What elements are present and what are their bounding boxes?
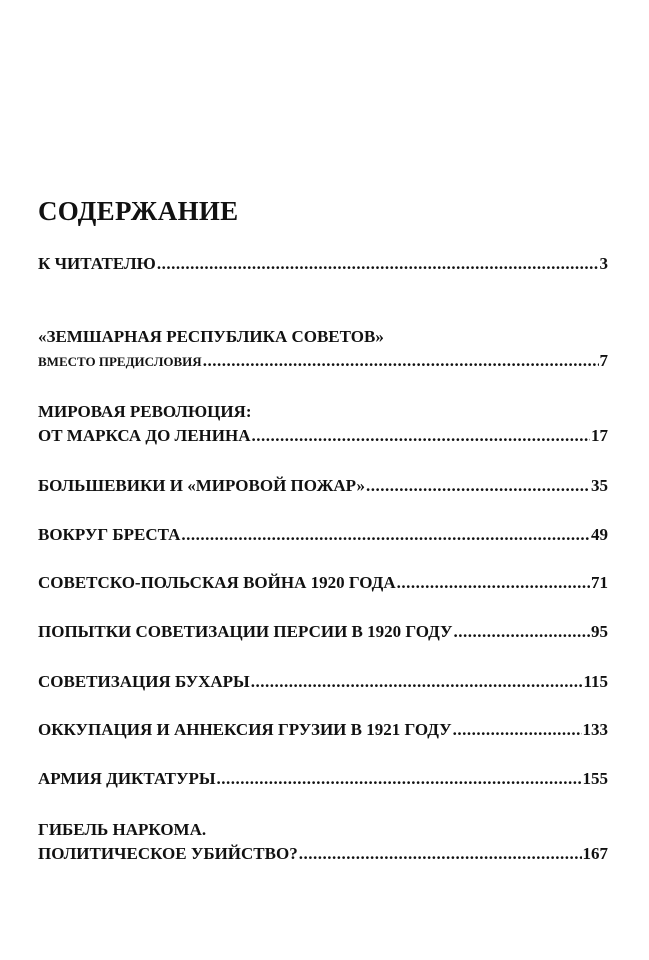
toc-page-number: 115 (583, 672, 608, 691)
toc-line (38, 842, 608, 866)
toc-entry-persia (38, 620, 608, 644)
toc-entry-to-reader (38, 252, 608, 276)
toc-page-number: 95 (591, 622, 608, 641)
toc-page-number: 71 (591, 573, 608, 592)
toc-entry-commissar (38, 818, 608, 866)
toc-entry-title: ПОПЫТКИ СОВЕТИЗАЦИИ ПЕРСИИ В 1920 ГОДУ (38, 622, 453, 641)
toc-leader-dots (181, 523, 590, 547)
toc-entry-georgia (38, 718, 608, 742)
toc-entry-preface (38, 325, 608, 374)
toc-entry-title: ОККУПАЦИЯ И АННЕКСИЯ ГРУЗИИ В 1921 ГОДУ (38, 720, 452, 739)
toc-entry-title: ГИБЕЛЬ НАРКОМА. (38, 820, 207, 839)
toc-leader-dots (203, 349, 599, 373)
toc-leader-dots (299, 842, 582, 866)
toc-leader-dots (453, 718, 582, 742)
toc-line (38, 620, 608, 644)
toc-line (38, 424, 608, 448)
toc-entry-title: ВОКРУГ БРЕСТА (38, 525, 181, 544)
toc-entry-title: МИРОВАЯ РЕВОЛЮЦИЯ: (38, 402, 252, 421)
toc-line (38, 670, 608, 694)
toc-line (38, 767, 608, 791)
toc-entry-subtitle: ВМЕСТО ПРЕДИСЛОВИЯ (38, 354, 202, 369)
toc-leader-dots (252, 424, 591, 448)
toc-page-number: 35 (591, 476, 608, 495)
toc-page-number: 167 (582, 844, 608, 863)
toc-entry-subtitle: ПОЛИТИЧЕСКОЕ УБИЙСТВО? (38, 844, 298, 863)
toc-line (38, 252, 608, 276)
toc-line (38, 474, 608, 498)
toc-entry-polish-war (38, 571, 608, 595)
toc-page-number: 7 (599, 351, 608, 370)
toc-line (38, 349, 608, 374)
page-title: СОДЕРЖАНИЕ (38, 196, 239, 226)
toc-entry-title: СОВЕТСКО-ПОЛЬСКАЯ ВОЙНА 1920 ГОДА (38, 573, 396, 592)
toc-entry-title: АРМИЯ ДИКТАТУРЫ (38, 769, 216, 788)
toc-page-number: 133 (582, 720, 608, 739)
toc-line (38, 523, 608, 547)
toc-leader-dots (157, 252, 599, 276)
toc-entry-title: К ЧИТАТЕЛЮ (38, 254, 156, 273)
toc-leader-dots (397, 571, 590, 595)
toc-page-number: 49 (591, 525, 608, 544)
toc-entry-world-revolution (38, 400, 608, 448)
toc-entry-brest (38, 523, 608, 547)
toc-entry-title: «ЗЕМШАРНАЯ РЕСПУБЛИКА СОВЕТОВ» (38, 327, 384, 346)
toc-entry-bukhara (38, 670, 608, 694)
toc-line (38, 571, 608, 595)
toc-entry-army (38, 767, 608, 791)
toc-page-number: 17 (591, 426, 608, 445)
toc-entry-title: БОЛЬШЕВИКИ И «МИРОВОЙ ПОЖАР» (38, 476, 365, 495)
toc-page-number: 155 (582, 769, 608, 788)
toc-leader-dots (217, 767, 582, 791)
toc-leader-dots (454, 620, 590, 644)
toc-line (38, 718, 608, 742)
toc-entry-bolsheviks (38, 474, 608, 498)
toc-entry-subtitle: ОТ МАРКСА ДО ЛЕНИНА (38, 426, 251, 445)
toc-page-number: 3 (599, 254, 608, 273)
toc-leader-dots (366, 474, 590, 498)
toc-leader-dots (251, 670, 583, 694)
toc-entry-title: СОВЕТИЗАЦИЯ БУХАРЫ (38, 672, 250, 691)
